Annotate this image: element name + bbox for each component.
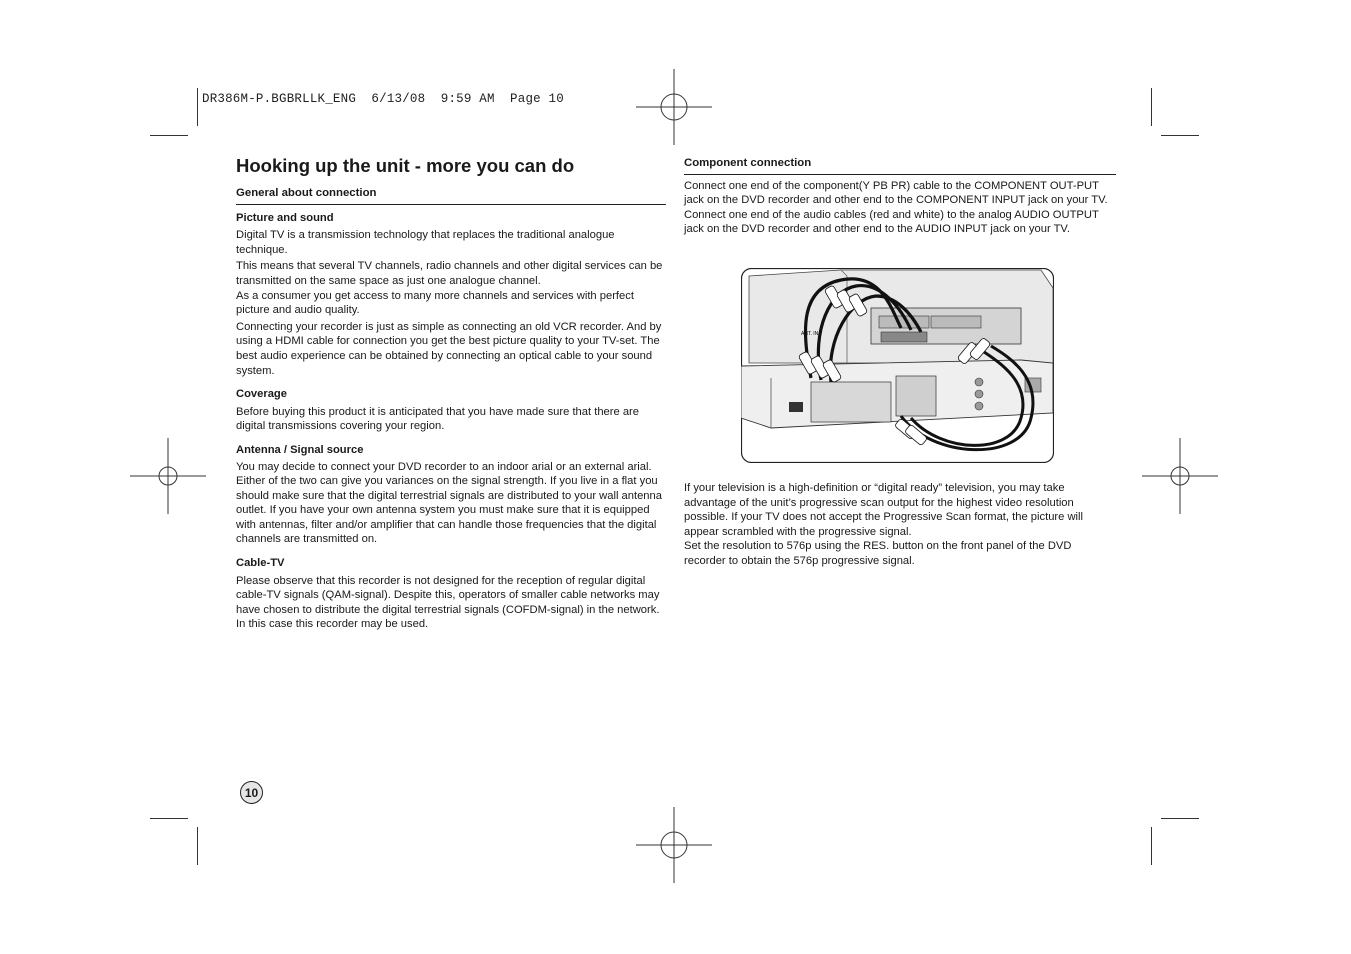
right-column-lower (684, 481, 1116, 569)
section-title-general: General about connection (236, 186, 666, 205)
paragraph: Digital TV is a transmission technology that replaces the traditional analogue technique. (236, 229, 615, 256)
paragraph: Connect one end of the component(Y PB PR) cable to the COMPONENT OUT-PUT jack on the DVD recorder and other end to the COMPONENT INPUT jack on your TV. (684, 179, 1108, 207)
page-number-badge: 10 (240, 781, 263, 804)
registration-mark-left (130, 438, 206, 514)
heading-cable-tv: Cable-TV (236, 557, 285, 570)
paragraph: Connecting your recorder is just as simple as connecting an old VCR recorder. And by using a HDMI cable for connection you get the best picture quality to your TV-set. The best audio experience can be obtained by connecting an optical cable to your sound system. (236, 320, 662, 377)
heading-picture-sound: Picture and sound (236, 211, 334, 224)
ant-in-label: ANT. IN (801, 331, 819, 337)
heading-coverage: Coverage (236, 388, 287, 401)
component-connection-illustration (741, 268, 1054, 463)
page-title: Hooking up the unit - more you can do (236, 155, 575, 176)
paragraph: Connect one end of the audio cables (red and white) to the analog AUDIO OUTPUT jack on the DVD recorder and other end to the AUDIO INPUT jack on your TV. (684, 208, 1099, 236)
left-column (236, 155, 666, 632)
registration-mark-top (636, 69, 712, 145)
paragraph: This means that several TV channels, radio channels and other digital services can be transmitted on the same space as just one analogue channel. (236, 260, 663, 287)
paragraph: Set the resolution to 576p using the RES. button on the front panel of the DVD recorder to obtain the 576p progressive signal. (684, 540, 1072, 567)
paragraph: As a consumer you get access to many more channels and services with perfect picture and audio quality. (236, 289, 634, 317)
paragraph: Please observe that this recorder is not designed for the reception of regular digital cable-TV signals (QAM-signal). Despite this, operators of smaller cable networks may have chosen to distribute the digital terrestrial signals (COFDM-signal) in the network. In this case this recorder may be used. (236, 574, 660, 631)
registration-mark-bottom (636, 807, 712, 883)
paragraph: You may decide to connect your DVD recorder to an indoor arial or an external arial. Either of the two can give you variances on the signal strength. If you live in a flat you should make sure that the digital terrestrial signals are distributed to your wall antenna outlet. If you have your own antenna system you must make sure that it is equipped with antennas, filter and/or amplifier that can handle those frequencies that the digital channels are transmitted on. (236, 460, 662, 546)
print-header: DR386M-P.BGBRLLK_ENG 6/13/08 9:59 AM Page 10 (202, 92, 564, 106)
heading-antenna: Antenna / Signal source (236, 443, 364, 456)
paragraph: Before buying this product it is anticipated that you have made sure that there are digital transmissions covering your region. (236, 405, 639, 433)
section-title-component: Component connection (684, 156, 1116, 175)
registration-mark-right (1142, 438, 1218, 514)
paragraph: If your television is a high-definition or “digital ready” television, you may take advantage of the unit’s progressive scan output for the highest video resolution possible. If your TV does not accept the Progressive Scan format, the picture will appear scrambled with the progressive signal. (684, 482, 1084, 538)
right-column (684, 156, 1116, 237)
